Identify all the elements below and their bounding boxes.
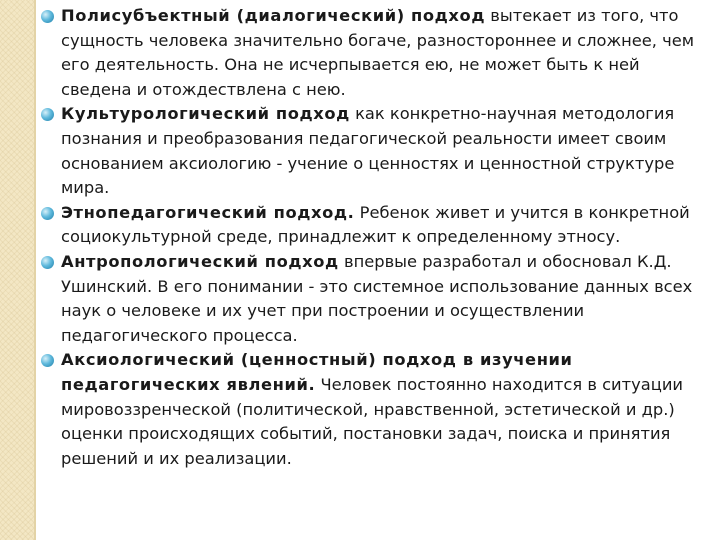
bullet-icon [41,10,54,23]
bullet-icon [41,207,54,220]
item-term: Антропологический подход [61,251,339,271]
side-band-divider [34,0,36,540]
item-text: впервые разработал и обосновал К.Д. Ушинский. В его понимании - это системное использование данных всех наук о человеке и их учет при построении и осуществлении педагогического процесса. [61,251,693,345]
item-text: Ребенок живет и учится в конкретной социокультурной среде, принадлежит к определенному этносу. [61,202,690,247]
list-item [38,102,714,200]
decorative-side-band [0,0,34,540]
bullet-list [38,4,714,471]
item-text: Человек постоянно находится в ситуации мировоззренческой (политической, нравственной, эстетической и др.) оценки происходящих событий, постановки задач, поиска и принятия решений и их реализации. [61,374,683,468]
item-term: Аксиологический (ценностный) подход в изучении педагогических явлений. [61,350,573,394]
bullet-icon [41,256,54,269]
list-item [38,4,714,102]
item-text: как конкретно-научная методология познания и преобразования педагогической реальности имеет своим основанием аксиологию - учение о ценностях и ценностной структуре мира. [61,104,675,198]
item-text: вытекает из того, что сущность человека значительно богаче, разностороннее и сложнее, чем его деятельность. Она не исчерпывается ею, не может быть к ней сведена и отождествлена с нею. [61,6,695,99]
item-term: Культурологический подход [61,104,350,124]
bullet-icon [41,108,54,121]
bullet-icon [41,354,54,367]
list-item [38,201,714,250]
list-item [38,250,714,348]
item-term: Полисубъектный (диалогический) подход [61,6,486,25]
item-term: Этнопедагогический подход. [61,202,355,222]
list-item [38,348,714,471]
